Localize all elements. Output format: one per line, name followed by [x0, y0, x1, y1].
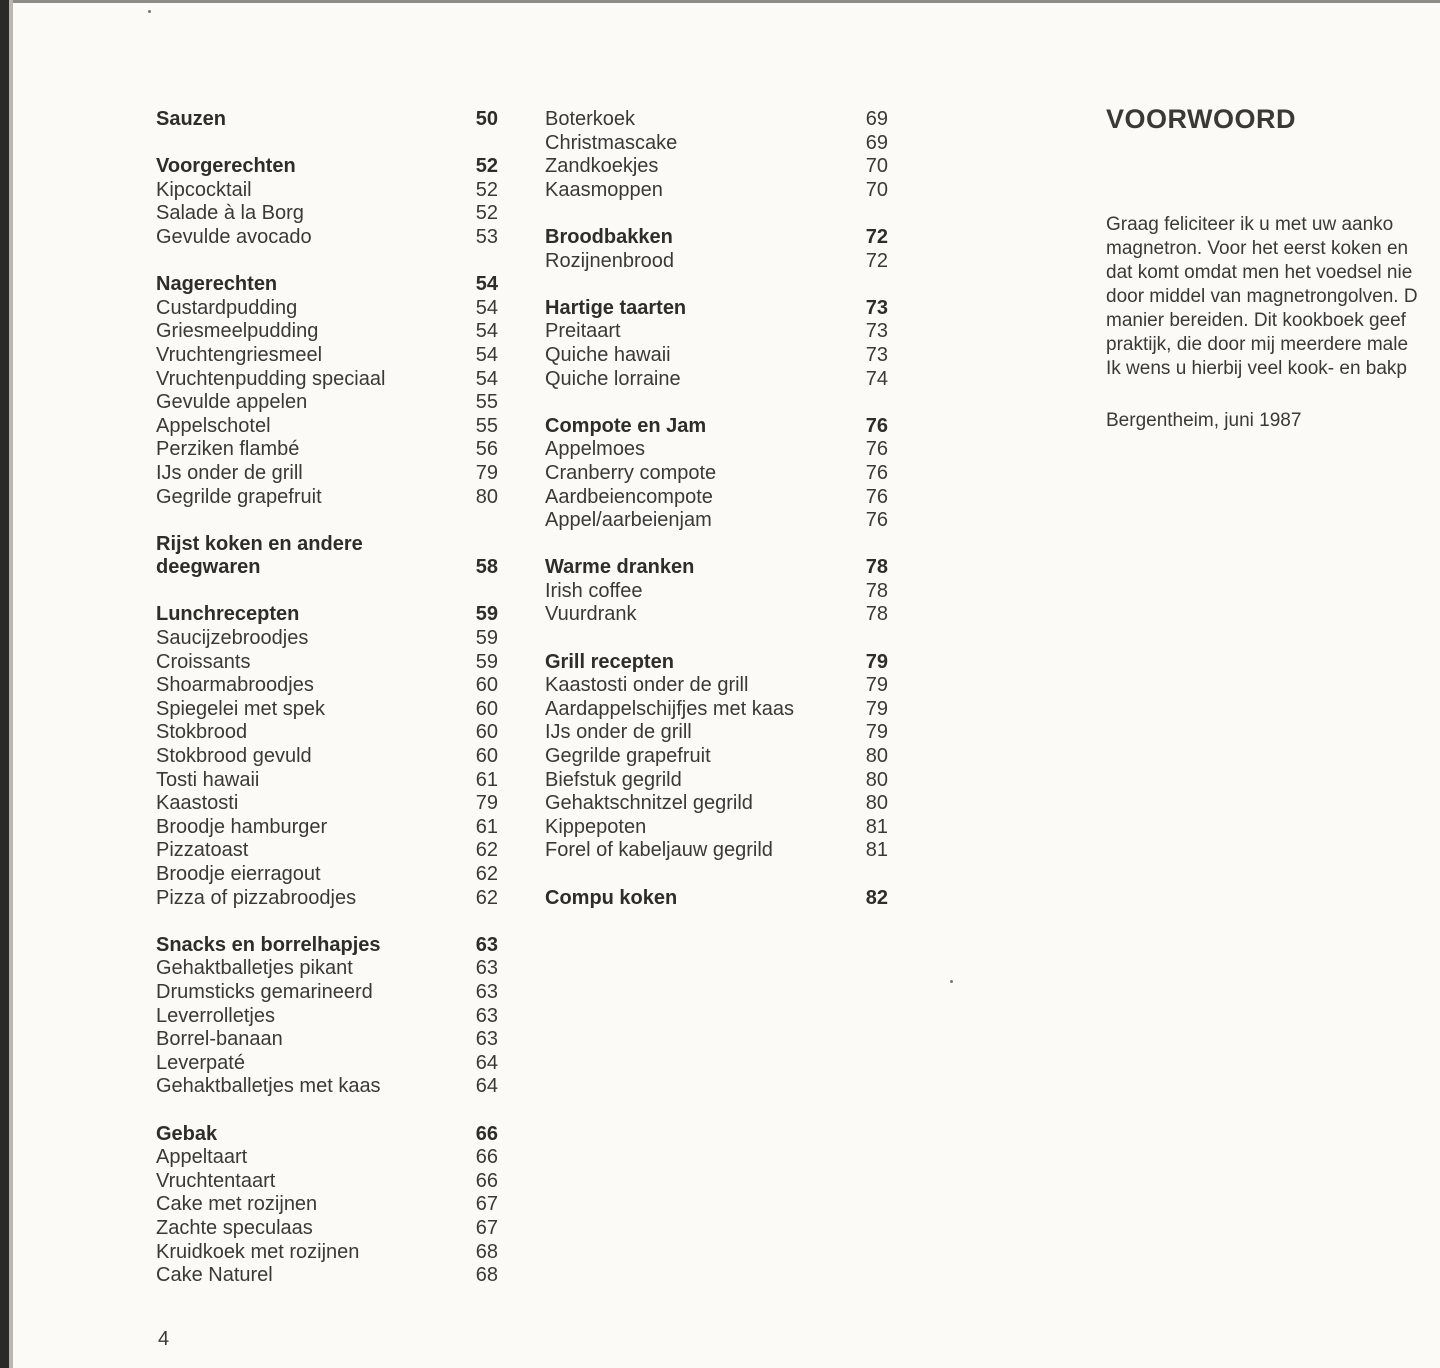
toc-page-number: 55: [475, 391, 498, 414]
toc-entry: [156, 226, 498, 250]
toc-entry-label: Appeltaart: [156, 1146, 248, 1169]
toc-page-number: 72: [865, 225, 888, 248]
toc-entry: [156, 391, 498, 415]
toc-page-number: 58: [475, 556, 498, 579]
toc-heading: [545, 887, 888, 911]
toc-page-number: 76: [865, 461, 888, 484]
toc-entry-label: Kaasmoppen: [545, 178, 663, 201]
toc-page-number: 54: [475, 367, 498, 390]
toc-page-number: 63: [475, 1004, 498, 1027]
toc-heading-label: Grill recepten: [545, 650, 674, 673]
toc-heading: [156, 108, 498, 132]
toc-entry-label: Quiche hawaii: [545, 343, 671, 366]
toc-entry: [156, 344, 498, 368]
voorwoord-signature: Bergentheim, juni 1987: [1106, 410, 1302, 431]
toc-heading: [545, 297, 888, 321]
voorwoord-body: [1106, 213, 1440, 381]
page-number: 4: [158, 1328, 170, 1350]
toc-page-number: 69: [865, 108, 888, 130]
toc-page-number: 61: [475, 815, 498, 838]
toc-heading-label: Warme dranken: [545, 556, 695, 579]
toc-page-number: 81: [865, 839, 888, 862]
toc-page-number: 70: [865, 155, 888, 178]
toc-heading: [156, 934, 498, 958]
toc-page-number: 50: [475, 108, 498, 130]
toc-entry-label: Gegrilde grapefruit: [545, 745, 711, 768]
toc-entry: [545, 769, 888, 793]
toc-page-number: 68: [475, 1264, 498, 1287]
toc-entry: [156, 1264, 498, 1288]
toc-entry-label: Appel/aarbeienjam: [545, 509, 712, 532]
toc-entry: [156, 863, 498, 887]
toc-entry: [545, 108, 888, 132]
toc-page-number: 63: [475, 957, 498, 980]
toc-entry: [545, 721, 888, 745]
toc-entry-label: Vruchtengriesmeel: [156, 343, 323, 366]
toc-entry-label: Vuurdrank: [545, 603, 637, 626]
toc-entry-label: Gegrilde grapefruit: [156, 485, 322, 508]
toc-page-number: 76: [865, 509, 888, 532]
toc-page-number: 59: [475, 650, 498, 673]
toc-entry: [156, 1241, 498, 1265]
toc-entry-label: IJs onder de grill: [545, 721, 692, 744]
toc-page-number: 64: [475, 1051, 498, 1074]
toc-entry-label: Tosti hawaii: [156, 768, 260, 791]
toc-entry: [545, 698, 888, 722]
voorwoord-line: dat komt omdat men het voedsel nie: [1106, 262, 1413, 283]
toc-entry-label: Kaastosti onder de grill: [545, 674, 749, 697]
toc-entry: [156, 438, 498, 462]
toc-entry: [545, 368, 888, 392]
toc-page-number: 54: [475, 273, 498, 296]
voorwoord-line: Graag feliciteer ik u met uw aanko: [1106, 214, 1394, 235]
toc-entry: [545, 132, 888, 156]
toc-entry-label: Christmascake: [545, 131, 678, 154]
toc-page-number: 73: [865, 320, 888, 343]
toc-entry: [545, 462, 888, 486]
toc-entry-label: Borrel-banaan: [156, 1028, 283, 1051]
toc-entry: [545, 816, 888, 840]
toc-entry: [156, 320, 498, 344]
toc-page-number: 63: [475, 980, 498, 1003]
toc-entry: [156, 816, 498, 840]
toc-entry: [156, 1005, 498, 1029]
toc-entry-label: Stokbrood gevuld: [156, 745, 312, 768]
toc-entry: [156, 179, 498, 203]
toc-entry: [156, 297, 498, 321]
toc-entry-label: Cake Naturel: [156, 1264, 273, 1287]
toc-page-number: 64: [475, 1075, 498, 1098]
toc-page-number: 80: [865, 792, 888, 815]
toc-entry-label: Kippepoten: [545, 815, 647, 838]
toc-heading-label: Snacks en borrelhapjes: [156, 933, 381, 956]
toc-entry: [156, 1193, 498, 1217]
toc-entry: [156, 1028, 498, 1052]
toc-entry-label: Vruchtentaart: [156, 1169, 276, 1192]
toc-page-number: 63: [475, 933, 498, 956]
toc-entry-label: Appelschotel: [156, 414, 271, 437]
toc-entry-label: Boterkoek: [545, 108, 636, 130]
toc-page-number: 82: [865, 886, 888, 909]
toc-entry: [545, 344, 888, 368]
toc-page-number: 62: [475, 839, 498, 862]
toc-page-number: 62: [475, 863, 498, 885]
toc-entry-label: Gehaktschnitzel gegrild: [545, 792, 753, 815]
toc-entry-label: Kipcocktail: [156, 178, 252, 201]
toc-heading-label: Gebak: [156, 1122, 218, 1145]
toc-entry-label: Aardappelschijfjes met kaas: [545, 697, 795, 720]
toc-entry-label: Kaastosti: [156, 792, 239, 815]
toc-heading: [156, 273, 498, 297]
toc-page-number: 78: [865, 579, 888, 602]
toc-entry: [545, 509, 888, 533]
toc-entry-label: Broodje hamburger: [156, 815, 328, 838]
toc-page-number: 69: [865, 131, 888, 154]
toc-page-number: 55: [475, 414, 498, 437]
toc-page-number: 60: [475, 745, 498, 768]
voorwoord-line: Ik wens u hierbij veel kook- en bakp: [1106, 358, 1407, 379]
toc-entry-label: Appelmoes: [545, 438, 646, 461]
toc-entry: [545, 792, 888, 816]
toc-entry-label: Leverpaté: [156, 1051, 245, 1074]
toc-page-number: 56: [475, 438, 498, 461]
toc-entry-label: Pizzatoast: [156, 839, 249, 862]
toc-entry-label: Vruchtenpudding speciaal: [156, 367, 386, 390]
toc-entry: [156, 698, 498, 722]
toc-heading-label: Compu koken: [545, 886, 678, 909]
voorwoord-title: VOORWOORD: [1106, 104, 1297, 134]
toc-page-number: 78: [865, 603, 888, 626]
toc-entry: [156, 462, 498, 486]
toc-entry-label: Gehaktballetjes pikant: [156, 957, 353, 980]
toc-entry: [545, 603, 888, 627]
toc-heading: [156, 533, 498, 580]
toc-page-number: 62: [475, 886, 498, 909]
toc-page-number: 81: [865, 815, 888, 838]
toc-entry: [156, 651, 498, 675]
toc-entry-label: Quiche lorraine: [545, 367, 681, 390]
toc-entry: [156, 415, 498, 439]
toc-page-number: 52: [475, 202, 498, 225]
toc-entry: [156, 769, 498, 793]
toc-entry-label: Salade à la Borg: [156, 202, 304, 225]
toc-entry-label: Pizza of pizzabroodjes: [156, 886, 357, 909]
toc-page-number: 80: [865, 745, 888, 768]
toc-page-number: 79: [865, 697, 888, 720]
toc-entry: [156, 1052, 498, 1076]
top-page-edge: [0, 0, 1440, 3]
toc-entry: [156, 721, 498, 745]
toc-page-number: 68: [475, 1240, 498, 1263]
toc-heading: [545, 415, 888, 439]
toc-heading: [545, 226, 888, 250]
toc-entry: [156, 792, 498, 816]
toc-entry-label: Preitaart: [545, 320, 621, 343]
toc-entry: [156, 1217, 498, 1241]
binding-shadow: [9, 0, 13, 1368]
toc-heading: [156, 603, 498, 627]
toc-entry: [545, 320, 888, 344]
toc-heading-label: Compote en Jam: [545, 414, 707, 437]
toc-page-number: 66: [475, 1122, 498, 1145]
toc-entry: [545, 155, 888, 179]
toc-page-number: 66: [475, 1146, 498, 1169]
toc-page-number: 60: [475, 674, 498, 697]
binding-edge: [0, 0, 9, 1368]
toc-page-number: 67: [475, 1216, 498, 1239]
toc-page-number: 53: [475, 225, 498, 248]
voorwoord-line: praktijk, die door mij meerdere male: [1106, 334, 1409, 355]
toc-entry: [545, 839, 888, 863]
toc-entry-label: Saucijzebroodjes: [156, 627, 309, 650]
toc-page-number: 72: [865, 249, 888, 272]
toc-entry-label: Leverrolletjes: [156, 1004, 275, 1027]
toc-heading: [545, 556, 888, 580]
toc-entry: [545, 486, 888, 510]
toc-page-number: 73: [865, 296, 888, 319]
toc-entry: [545, 179, 888, 203]
toc-entry-label: Gehaktballetjes met kaas: [156, 1075, 381, 1098]
toc-heading: [156, 1123, 498, 1147]
toc-entry-label: IJs onder de grill: [156, 461, 303, 484]
toc-page-number: 52: [475, 178, 498, 201]
voorwoord-line: magnetron. Voor het eerst koken en: [1106, 238, 1409, 259]
toc-entry: [156, 839, 498, 863]
toc-entry: [156, 1170, 498, 1194]
toc-entry-label: Rozijnenbrood: [545, 249, 674, 272]
toc-entry: [156, 627, 498, 651]
toc-entry: [545, 745, 888, 769]
toc-page-number: 52: [475, 155, 498, 178]
toc-heading: [545, 651, 888, 675]
toc-page-number: 74: [865, 367, 888, 390]
paper-speck: [148, 10, 151, 13]
toc-page-number: 59: [475, 627, 498, 650]
toc-entry-label: Stokbrood: [156, 721, 248, 744]
toc-page-number: 59: [475, 603, 498, 626]
toc-page-number: 79: [865, 674, 888, 697]
toc-page-number: 76: [865, 414, 888, 437]
toc-entry-label: Gevulde appelen: [156, 391, 308, 414]
toc-page-number: 60: [475, 697, 498, 720]
toc-entry-label: Forel of kabeljauw gegrild: [545, 839, 773, 862]
toc-page-number: 73: [865, 343, 888, 366]
toc-entry: [545, 250, 888, 274]
toc-entry-label: Zachte speculaas: [156, 1216, 313, 1239]
toc-page-number: 66: [475, 1169, 498, 1192]
voorwoord-line: manier bereiden. Dit kookboek geef: [1106, 310, 1406, 331]
toc-entry-label: Spiegelei met spek: [156, 697, 325, 720]
toc-entry: [545, 674, 888, 698]
toc-entry-label: Griesmeelpudding: [156, 320, 319, 343]
toc-entry-label: Irish coffee: [545, 579, 643, 602]
toc-entry: [156, 981, 498, 1005]
toc-page-number: 79: [865, 721, 888, 744]
toc-heading: [156, 155, 498, 179]
toc-entry: [156, 486, 498, 510]
toc-entry-label: Biefstuk gegrild: [545, 768, 682, 791]
toc-page-number: 63: [475, 1028, 498, 1051]
toc-entry-label: Cranberry compote: [545, 461, 717, 484]
voorwoord-line: door middel van magnetrongolven. D: [1106, 286, 1418, 307]
toc-page-number: 70: [865, 178, 888, 201]
toc-page-number: 61: [475, 768, 498, 791]
toc-entry-label: Aardbeiencompote: [545, 485, 713, 508]
toc-entry: [545, 438, 888, 462]
toc-entry-label: Drumsticks gemarineerd: [156, 980, 373, 1003]
toc-entry: [545, 580, 888, 604]
toc-entry: [156, 368, 498, 392]
toc-entry-label: Cake met rozijnen: [156, 1193, 318, 1216]
toc-entry-label: Custardpudding: [156, 296, 298, 319]
toc-entry: [156, 1075, 498, 1099]
toc-heading-label: Sauzen: [156, 108, 227, 130]
toc-middle-column: [545, 108, 888, 910]
toc-heading-label: Broodbakken: [545, 225, 673, 248]
toc-page-number: 60: [475, 721, 498, 744]
toc-entry: [156, 745, 498, 769]
toc-entry: [156, 1146, 498, 1170]
toc-entry: [156, 202, 498, 226]
toc-entry: [156, 887, 498, 911]
toc-heading-label: Nagerechten: [156, 273, 278, 296]
toc-entry-label: Zandkoekjes: [545, 155, 659, 178]
toc-page-number: 76: [865, 438, 888, 461]
toc-page-number: 80: [475, 485, 498, 508]
toc-page-number: 67: [475, 1193, 498, 1216]
toc-entry: [156, 957, 498, 981]
toc-page-number: 76: [865, 485, 888, 508]
toc-entry-label: Gevulde avocado: [156, 225, 312, 248]
toc-heading-label: Voorgerechten: [156, 155, 296, 178]
paper-speck: [950, 980, 953, 983]
toc-entry-label: Broodje eierragout: [156, 863, 321, 885]
toc-page-number: 79: [865, 650, 888, 673]
toc-entry-label: Perziken flambé: [156, 438, 300, 461]
toc-heading-label: Rijst koken en andere deegwaren: [156, 532, 363, 579]
toc-page-number: 78: [865, 556, 888, 579]
toc-entry-label: Croissants: [156, 650, 251, 673]
toc-page-number: 79: [475, 461, 498, 484]
toc-heading-label: Lunchrecepten: [156, 603, 300, 626]
toc-page-number: 80: [865, 768, 888, 791]
toc-entry-label: Shoarmabroodjes: [156, 674, 314, 697]
toc-page-number: 54: [475, 343, 498, 366]
toc-page-number: 79: [475, 792, 498, 815]
toc-left-column: [156, 108, 498, 1288]
toc-page-number: 54: [475, 320, 498, 343]
toc-entry-label: Kruidkoek met rozijnen: [156, 1240, 360, 1263]
toc-entry: [156, 674, 498, 698]
toc-page-number: 54: [475, 296, 498, 319]
toc-heading-label: Hartige taarten: [545, 296, 687, 319]
